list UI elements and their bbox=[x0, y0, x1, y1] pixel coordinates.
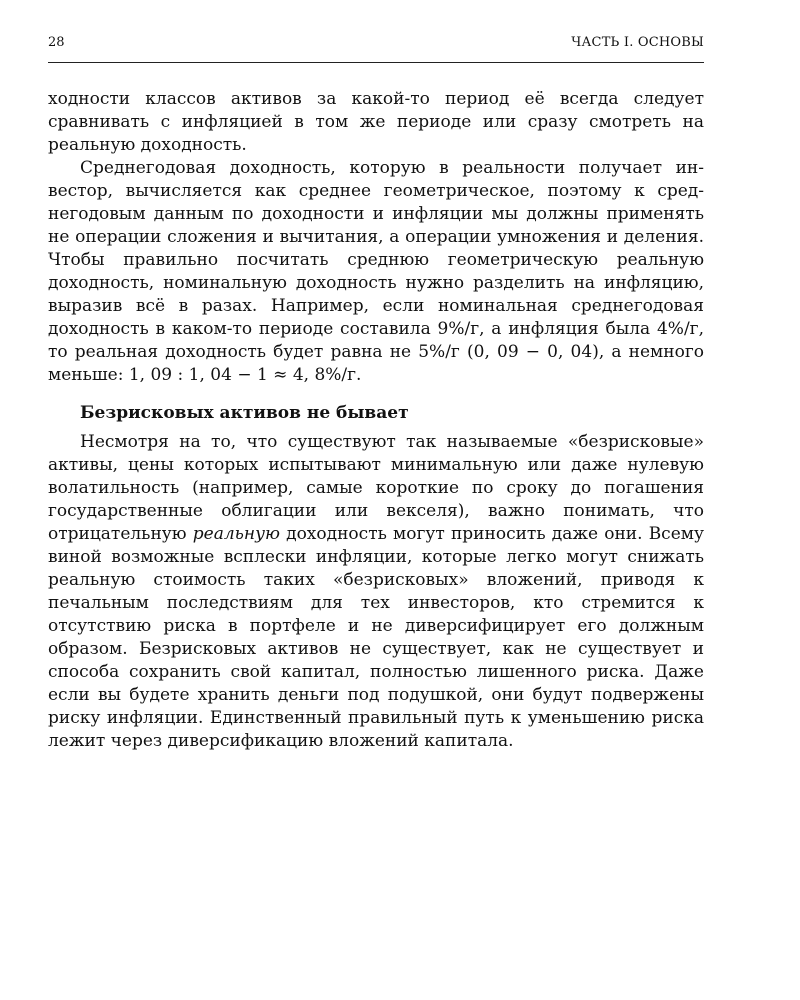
page-number: 28 bbox=[48, 35, 65, 50]
paragraph-text-before-italic: Несмотря на то, что существуют так называемые «безрисковые» активы, цены которых испытывают минимальную или даже нулевую волатильность (например, самые короткие по сроку до погашения государственные облигации или векселя), важно понимать, что отрицательную bbox=[48, 432, 704, 544]
paragraph-geometric-mean: Среднегодовая доходность, которую в реальности получает инвестор, вычисляется как среднее геометрическое, поэтому к среднегодовым данным по доходности и инфляции мы должны применять не операции сложения и вычитания, а операции умножения и деления. Чтобы правильно посчитать среднюю геометрическую реальную доходность, номинальную доходность нужно разделить на инфляцию, выразив всё в разах. Например, если номинальная среднегодовая доходность в каком-то периоде составила 9%/г, а инфляция была 4%/г, то реальная доходность будет равна не 5%/г (0, 09 − 0, 04), а немного меньше: 1, 09 : 1, 04 − 1 ≈ 4, 8%/г. bbox=[48, 158, 704, 385]
running-head: ЧАСТЬ I. ОСНОВЫ bbox=[571, 35, 704, 50]
italic-emphasis: реальную bbox=[192, 524, 280, 544]
paragraph-text-after-italic: доходность могут приносить даже они. Всему виной возможные всплески инфляции, которые легко могут снижать реальную стоимость таких «безрисковых» вложений, приводя к печальным последствиям для тех инвесторов, кто стремится к отсутствию риска в портфеле и не диверсифицирует его должным образом. Безрисковых активов не существует, как не существует и способа сохранить свой капитал, полностью лишенного риска. Даже если вы будете хранить деньги под подушкой, они будут подвержены риску инфляции. Единственный правильный путь к уменьшению риска лежит через диверсификацию вложений капитала. bbox=[48, 524, 704, 751]
page-header bbox=[48, 32, 704, 54]
header-rule bbox=[48, 62, 704, 63]
page-body bbox=[48, 88, 704, 753]
paragraph-continued: ходности классов активов за какой-то период её всегда следует сравнивать с инфляцией в том же периоде или сразу смотреть на реальную доходность. bbox=[48, 89, 704, 155]
paragraph-risk-free-assets bbox=[48, 431, 704, 753]
section-heading: Безрисковых активов не бывает bbox=[80, 403, 409, 423]
